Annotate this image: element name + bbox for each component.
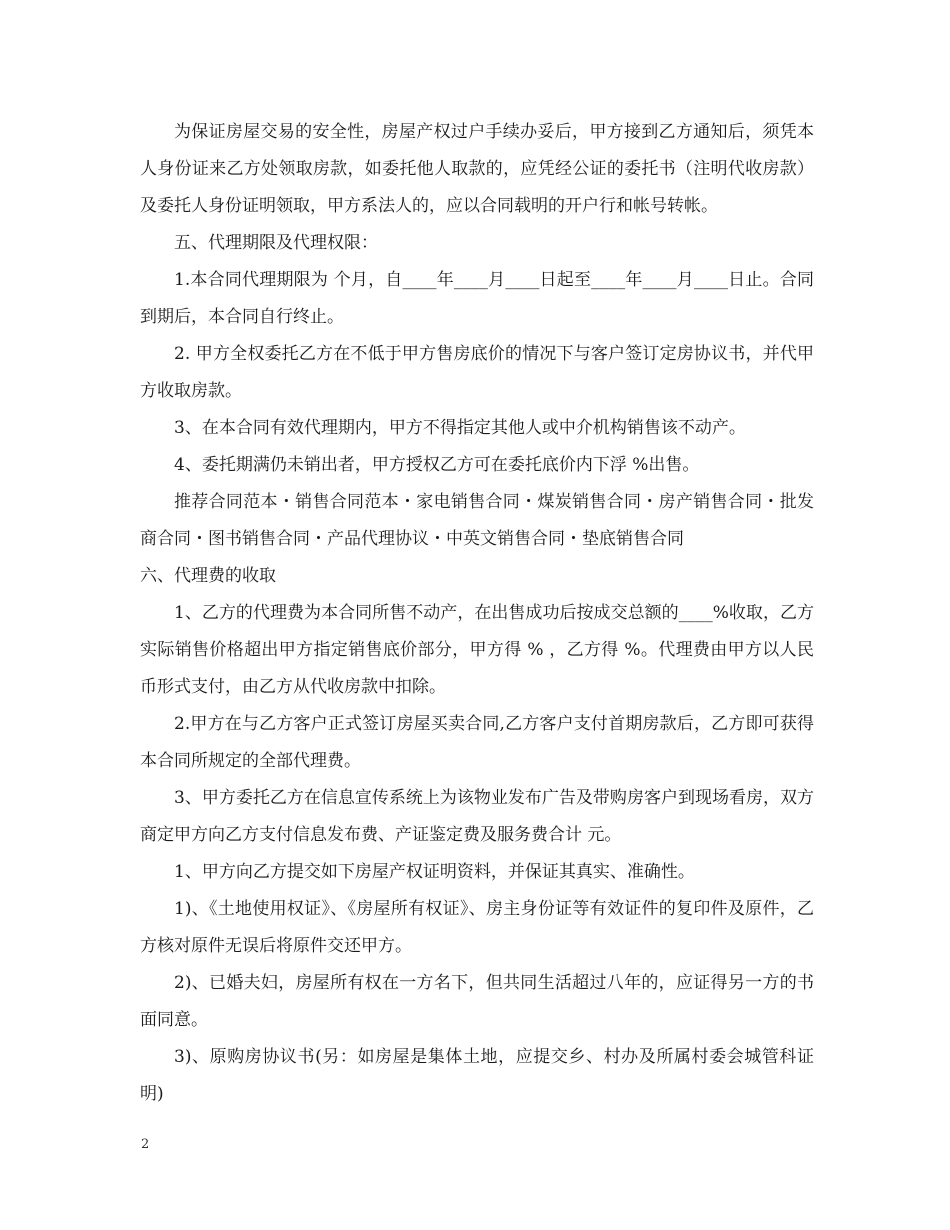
paragraph-certificates: 1)、《土地使用权证》、《房屋所有权证》、房主身份证等有效证件的复印件及原件，乙方核对原件无误后将原件交还甲方。	[140, 899, 814, 956]
paragraph-price-reduction: 4、委托期满仍未销出者，甲方授权乙方可在委托底价内下浮 %出售。	[174, 455, 700, 475]
paragraph-spouse-consent: 2)、已婚夫妇，房屋所有权在一方名下，但共同生活超过八年的，应证得另一方的书面同意。	[140, 973, 814, 1030]
paragraph-fee-rate: 1、乙方的代理费为本合同所售不动产，在出售成功后按成交总额的____%收取，乙方实际销售价格超出甲方指定销售底价部分，甲方得 % ，乙方得 %。代理费由甲方以人民币形式支付，由乙方从代收房款中扣除。	[140, 603, 814, 697]
heading-agency-fee: 六、代理费的收取	[140, 566, 276, 586]
recommended-templates-links[interactable]: 推荐合同范本・销售合同范本・家电销售合同・煤炭销售合同・房产销售合同・批发商合同・图书销售合同・产品代理协议・中英文销售合同・垫底销售合同	[140, 492, 814, 549]
page-number: 2	[141, 1137, 150, 1152]
heading-agency-term: 五、代理期限及代理权限：	[174, 233, 378, 253]
paragraph-full-authority: 2. 甲方全权委托乙方在不低于甲方售房底价的情况下与客户签订定房协议书，并代甲方收取房款。	[140, 344, 814, 401]
paragraph-original-agreement: 3)、原购房协议书(另：如房屋是集体土地，应提交乡、村办及所属村委会城管科证明)	[140, 1047, 814, 1104]
paragraph-term-length: 1.本合同代理期限为 个月，自____年____月____日起至____年____月____日止。合同到期后，本合同自行终止。	[140, 270, 814, 327]
paragraph-exclusive-agency: 3、在本合同有效代理期内，甲方不得指定其他人或中介机构销售该不动产。	[174, 418, 746, 438]
paragraph-ownership-documents: 1、甲方向乙方提交如下房屋产权证明资料，并保证其真实、准确性。	[174, 862, 695, 882]
paragraph-payment-collection: 为保证房屋交易的安全性，房屋产权过户手续办妥后，甲方接到乙方通知后，须凭本人身份证来乙方处领取房款，如委托他人取款的，应凭经公证的委托书（注明代收房款）及委托人身份证明领取，甲方系法人的，应以合同载明的开户行和帐号转帐。	[140, 122, 814, 216]
paragraph-advertising-fee: 3、甲方委托乙方在信息宣传系统上为该物业发布广告及带购房客户到现场看房，双方商定甲方向乙方支付信息发布费、产证鉴定费及服务费合计 元。	[140, 788, 814, 845]
paragraph-fee-entitlement: 2.甲方在与乙方客户正式签订房屋买卖合同,乙方客户支付首期房款后，乙方即可获得本合同所规定的全部代理费。	[140, 714, 814, 771]
document-body	[140, 114, 814, 1113]
